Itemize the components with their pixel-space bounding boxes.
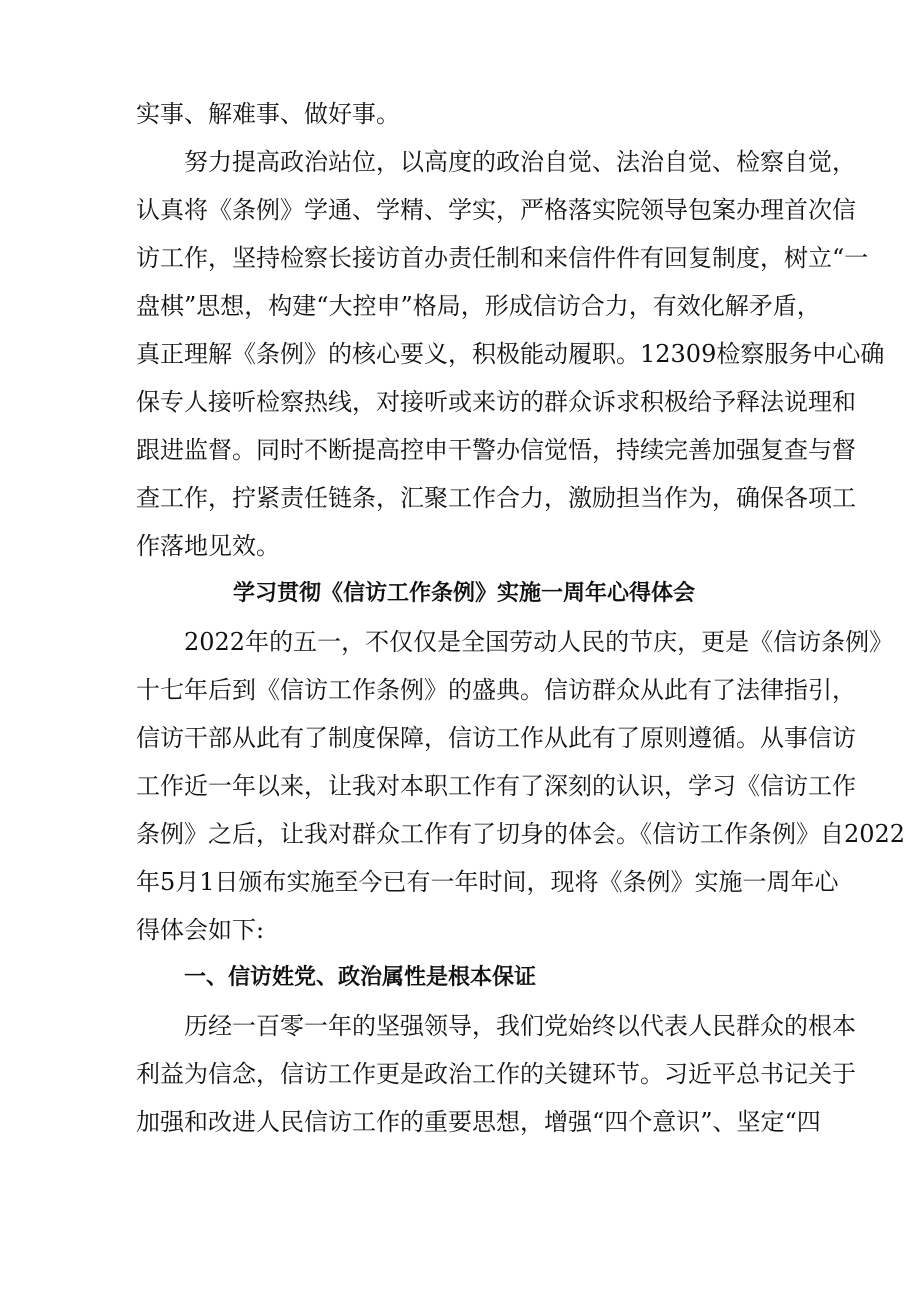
paragraph-line: 盘棋”思想，构建“大控申”格局，形成信访合力，有效化解矛盾，: [136, 292, 821, 320]
paragraph-line: 努力提高政治站位，以高度的政治自觉、法治自觉、检察自觉，: [184, 148, 856, 176]
paragraph-line: 得体会如下:: [136, 916, 265, 944]
paragraph-line: 真正理解《条例》的核心要义，积极能动履职。12309检察服务中心确: [136, 340, 885, 368]
paragraph-line: 年5月1日颁布实施至今已有一年时间，现将《条例》实施一周年心: [136, 868, 839, 896]
paragraph-line: 2022年的五一，不仅仅是全国劳动人民的节庆，更是《信访条例》: [184, 628, 894, 656]
paragraph-line: 十七年后到《信访工作条例》的盛典。信访群众从此有了法律指引，: [136, 676, 856, 704]
paragraph-line: 访工作，坚持检察长接访首办责任制和来信件件有回复制度，树立“一: [136, 244, 869, 272]
paragraph-line: 历经一百零一年的坚强领导，我们党始终以代表人民群众的根本: [184, 1012, 856, 1040]
paragraph-line: 利益为信念，信访工作更是政治工作的关键环节。习近平总书记关于: [136, 1060, 856, 1088]
paragraph-line: 跟进监督。同时不断提高控申干警办信觉悟，持续完善加强复查与督: [136, 436, 856, 464]
paragraph-line: 工作近一年以来，让我对本职工作有了深刻的认识，学习《信访工作: [136, 772, 856, 800]
paragraph-line: 作落地见效。: [136, 532, 280, 560]
paragraph-line: 条例》之后，让我对群众工作有了切身的体会。《信访工作条例》自2022: [136, 820, 906, 848]
paragraph-line: 保专人接听检察热线，对接听或来访的群众诉求积极给予释法说理和: [136, 388, 856, 416]
paragraph-line: 信访干部从此有了制度保障，信访工作从此有了原则遵循。从事信访: [136, 724, 856, 752]
paragraph-line: 加强和改进人民信访工作的重要思想，增强“四个意识”、坚定“四: [136, 1108, 821, 1136]
paragraph-line: 认真将《条例》学通、学精、学实，严格落实院领导包案办理首次信: [136, 196, 856, 224]
document-title: 学习贯彻《信访工作条例》实施一周年心得体会: [232, 581, 695, 606]
section-heading: 一、信访姓党、政治属性是根本保证: [184, 965, 537, 990]
paragraph-line: 实事、解难事、做好事。: [136, 100, 400, 128]
paragraph-line: 查工作，拧紧责任链条，汇聚工作合力，激励担当作为，确保各项工: [136, 484, 856, 512]
